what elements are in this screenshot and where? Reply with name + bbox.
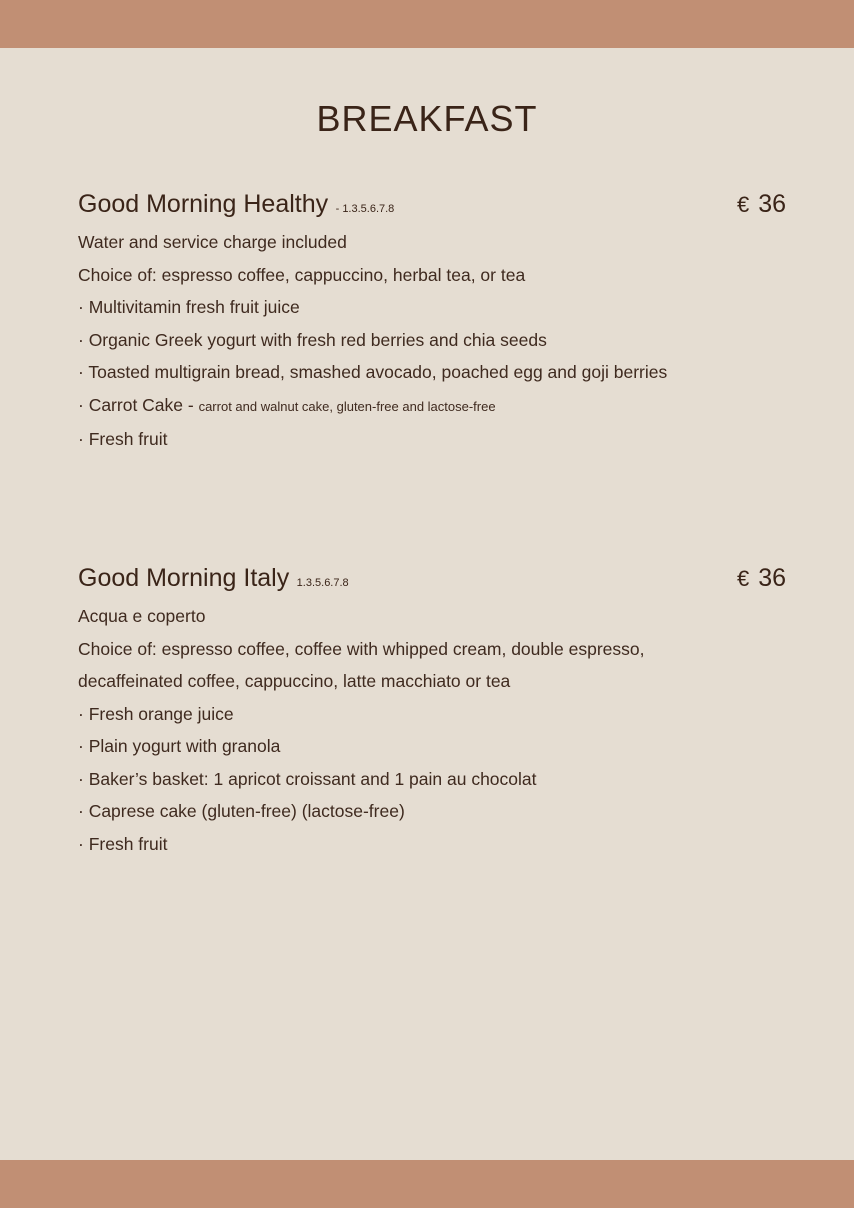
bottom-band	[0, 1160, 854, 1208]
item-name: Good Morning Healthy	[78, 190, 329, 218]
item-line: · Fresh fruit	[78, 833, 168, 854]
carrot-cake-detail: carrot and walnut cake, gluten-free and lactose-free	[198, 398, 496, 414]
item-line: · Baker’s basket: 1 apricot croissant and 1 pain au chocolat	[78, 768, 537, 789]
item-price	[737, 190, 786, 219]
currency-symbol: €	[736, 566, 750, 591]
item-line: · Multivitamin fresh fruit juice	[78, 297, 300, 317]
item-line: · Plain yogurt with granola	[78, 736, 281, 756]
item-line: · Caprese cake (gluten-free) (lactose-free)	[78, 801, 405, 821]
menu-item-good-morning-healthy	[78, 190, 786, 456]
item-line: · Organic Greek yogurt with fresh red berries and chia seeds	[78, 329, 547, 350]
price-value: 36	[758, 564, 786, 592]
item-line-carrot-cake	[78, 389, 786, 424]
item-line: Choice of: espresso coffee, coffee with whipped cream, double espresso,	[78, 638, 645, 659]
item-name: Good Morning Italy	[78, 564, 290, 592]
carrot-cake-label: · Carrot Cake -	[78, 394, 199, 415]
currency-symbol: €	[736, 192, 750, 217]
price-value: 36	[758, 190, 786, 218]
item-price	[737, 564, 786, 593]
page-title: BREAKFAST	[316, 98, 538, 140]
item-header	[78, 564, 786, 600]
item-allergens: - 1.3.5.6.7.8	[335, 203, 395, 215]
item-line: Acqua e coperto	[78, 606, 206, 626]
item-allergens: 1.3.5.6.7.8	[296, 577, 349, 589]
menu-item-good-morning-italy	[78, 564, 786, 860]
item-line: decaffeinated coffee, cappuccino, latte macchiato or tea	[78, 671, 511, 691]
top-band	[0, 0, 854, 48]
item-line: · Fresh fruit	[78, 429, 168, 449]
item-line: Choice of: espresso coffee, cappuccino, herbal tea, or tea	[78, 264, 526, 285]
item-line: · Fresh orange juice	[78, 703, 234, 724]
item-header	[78, 190, 786, 226]
item-line: Water and service charge included	[78, 232, 347, 252]
item-line: · Toasted multigrain bread, smashed avocado, poached egg and goji berries	[78, 362, 668, 382]
